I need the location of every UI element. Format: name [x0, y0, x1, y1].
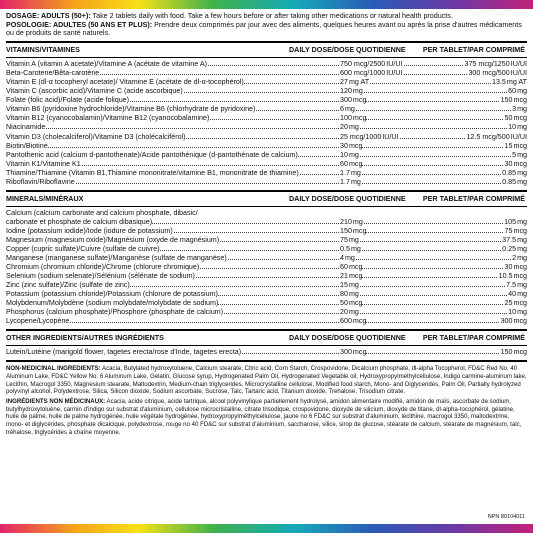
ingredient-name: Vitamin E (dl-α tocopheryl acetate)/ Vitamine E (acétate de dl-α-tocophérol)	[6, 78, 244, 87]
daily-dose: 1.7mg	[340, 168, 361, 177]
daily-dose: 25 mcg/1000IU/UI	[340, 132, 399, 141]
daily-dose: 75mg	[340, 235, 359, 244]
per-tablet-heading: PER TABLET/PAR COMPRIMÉ	[422, 194, 525, 203]
ingredient-name: Iodine (potassium iodide)/Iode (iodure de potassium)	[6, 226, 173, 235]
daily-dose: 150mcg	[340, 226, 367, 235]
non-medicinal-fr: INGRÉDIENTS NON MÉDICINAUX: Acacia, acide citrique, acide tartrique, alcool polyvinylique partiellement hydrolysé, amidon alimentaire modifié, amidon de maïs, ascorbate de sodium, butylhydroxytoluène, carmin d'indigo sur substrat d'aluminium, cellulose microcristalline, citrate trisodique, crospovidone, dioxyde de silicium, dioxyde de titane, dl-alpha-tocophérol, gélatine, huile de palme, huile de palme hydrogénée, huile végétale hydrogénée, hydroxypropylméthylcellulose, jaune no 6 FD&C sur substrat d'aluminium, lécithine, macrogol 3350, maltodextrine, mono- et diglycérides, phosphate dicalcique, polydextrose, rouge no 40 FD&C sur substrat d'aluminium, saccharose, silice, sirop de glucose, stéarate de calcium, stéarate de magnésium, talc, tréhalose, triglycérides à chaîne moyenne.	[6, 398, 522, 436]
minerals-table	[6, 209, 527, 327]
ingredient-name: Pantothenic acid (calcium d-pantothenate)/Acide pantothénique (d-pantothénate de calcium)	[6, 150, 298, 159]
ingredient-name: Magnesium (magnesium oxide)/Magnésium (oxyde de magnésium)	[6, 235, 220, 244]
vitamins-header	[6, 46, 527, 55]
other-ingredients-header	[6, 334, 527, 343]
table-row	[6, 281, 527, 290]
table-row	[6, 60, 527, 69]
per-tablet: 10mg	[508, 308, 527, 317]
per-tablet: 25mcg	[504, 299, 527, 308]
daily-dose: 6mg	[340, 105, 355, 114]
ingredient-name: Folate (folic acid)/Folate (acide folique)	[6, 96, 130, 105]
table-row	[6, 317, 527, 326]
daily-dose: 600 mcg/1000IU/UI	[340, 69, 403, 78]
per-tablet: 30mcg	[504, 159, 527, 168]
vitamins-heading: VITAMINS/VITAMINES	[6, 46, 80, 55]
ingredient-name: Vitamin C (ascorbic acid)/Vitamine C (acide ascorbique)	[6, 87, 183, 96]
dosage-en: DOSAGE: ADULTS (50+): Take 2 tablets daily with food. Take a few hours before or after taking other medications or natural health products.	[6, 12, 453, 20]
other-heading: OTHER INGREDIENTS/AUTRES INGRÉDIENTS	[6, 334, 164, 343]
daily-dose: 100mcg	[340, 114, 367, 123]
ingredient-name: Zinc (zinc sulfate)/Zinc (sulfate de zinc)	[6, 281, 130, 290]
per-tablet-heading: PER TABLET/PAR COMPRIMÉ	[422, 46, 525, 55]
table-row	[6, 78, 527, 87]
table-row	[6, 133, 527, 142]
per-tablet: 0.85mg	[502, 168, 527, 177]
table-row	[6, 227, 527, 236]
per-tablet: 150mcg	[500, 96, 527, 105]
table-row	[6, 272, 527, 281]
daily-dose: 750 mcg/2500IU/UI	[340, 60, 403, 69]
ingredient-name: Vitamin B6 (pyridoxine hydrochloride)/Vitamine B6 (chlorhydrate de pyridoxine)	[6, 105, 256, 114]
daily-dose: 30mcg	[340, 141, 363, 150]
daily-dose-heading: DAILY DOSE/DOSE QUOTIDIENNE	[289, 334, 406, 343]
divider	[6, 206, 527, 207]
per-tablet: 30mcg	[504, 263, 527, 271]
table-row	[6, 160, 527, 169]
per-tablet: 40mg	[508, 290, 527, 299]
per-tablet-heading: PER TABLET/PAR COMPRIMÉ	[422, 334, 525, 343]
table-row	[6, 245, 527, 254]
divider	[6, 345, 527, 346]
daily-dose: 50mcg	[340, 299, 363, 308]
ingredient-name: Vitamin D3 (cholecalciferol)/Vitamine D3 (cholécalciférol)	[6, 132, 186, 141]
divider	[6, 190, 527, 192]
ingredient-name: Molybdenum/Molybdène (sodium molybdate/molybdate de sodium)	[6, 299, 219, 308]
other-ingredients-table	[6, 348, 527, 357]
daily-dose: 120mg	[340, 87, 363, 96]
table-row	[6, 105, 527, 114]
divider	[6, 41, 527, 43]
table-row	[6, 263, 527, 272]
daily-dose: 21mcg	[340, 272, 363, 281]
ingredient-name: Vitamin A (vitamin A acetate)/Vitamine A (acétate de vitamine A)	[6, 60, 207, 69]
table-row	[6, 123, 527, 132]
table-row	[6, 299, 527, 308]
per-tablet: 50mcg	[504, 114, 527, 123]
leader-dots	[6, 147, 527, 148]
non-medicinal-en: NON-MEDICINAL INGREDIENTS: Acacia, Butylated hydroxytoluene, Calcium stearate, Citric acid, Corn Starch, Crospovidone, Dicalcium phosphate, dl-alpha Tocopherol, FD&C Red No. 40 Aluminum Lake, FD&C Yellow No. 6 Aluminum Lake, Gelatin, Glucose syrup, Hydrogenated Palm Oil, Hydrogenated Vegetable oil, Hydroxypropylmethylcellulose, Indigo carmine-aluminum lake, Lecithin, Macrogol 3350, Magnesium stearate, Maltodextrin, Medium-chain triglycerides, Microcrystalline cellulose, Modified food starch, Mono- and Diglycerides, Palm Oil, Partially hydrolyzed polyvinyl alcohol, Polydextrose, Silica, Silicon dioxide, Sodium ascorbate, Sucrose, Talc, Tartaric acid, Titanium dioxide, Trehalose, Trisodium citrate.	[6, 365, 527, 396]
table-row	[6, 308, 527, 317]
ingredient-name: Beta-Carotene/Bêta-carotène	[6, 69, 100, 78]
daily-dose: 1.7mg	[340, 177, 361, 186]
per-tablet: 7.5mg	[506, 281, 527, 290]
supplement-facts-panel	[6, 10, 527, 523]
table-row	[6, 236, 527, 245]
per-tablet: 375 mcg/1250IU/UI	[464, 60, 527, 69]
per-tablet: 3mg	[512, 105, 527, 114]
per-tablet: 150mcg	[500, 348, 527, 357]
ingredient-name: carbonate et phosphate de calcium dibasique)	[6, 217, 153, 226]
per-tablet: 300mcg	[500, 317, 527, 326]
table-row	[6, 151, 527, 160]
per-tablet: 2mg	[512, 253, 527, 262]
table-row	[6, 114, 527, 123]
table-row	[6, 348, 527, 357]
daily-dose: 4mg	[340, 253, 355, 262]
per-tablet: 0.25mg	[502, 244, 527, 253]
daily-dose: 300mcg	[340, 348, 367, 357]
ingredient-name: Phosphorus (calcium phosphate)/Phosphore (phosphate de calcium)	[6, 308, 224, 317]
daily-dose: 20mg	[340, 308, 359, 317]
daily-dose: 300mcg	[340, 96, 367, 105]
per-tablet: 75mcg	[504, 226, 527, 235]
table-row	[6, 178, 527, 187]
ingredient-name: Copper (cupric sulfate)/Cuivre (sulfate de cuivre)	[6, 244, 160, 253]
ingredient-name: Lutein/Lutéine (marigold flower, tagetes erecta/rose d'Inde, tagetes erecta)	[6, 348, 242, 357]
daily-dose: 20mg	[340, 123, 359, 132]
daily-dose: 60mcg	[340, 159, 363, 168]
per-tablet: 5mg	[512, 150, 527, 159]
dosage-instructions	[6, 12, 527, 38]
per-tablet: 12.5 mcg/500IU/UI	[466, 132, 527, 141]
daily-dose-heading: DAILY DOSE/DOSE QUOTIDIENNE	[289, 46, 406, 55]
ingredient-name: Potassium (potassium chloride)/Potassium (chlorure de potassium)	[6, 290, 218, 299]
ingredient-name: Vitamin B12 (cyanocobalamin)/Vitamine B12 (cyanocobalamine)	[6, 114, 210, 123]
table-row	[6, 87, 527, 96]
npn-number: NPN 80104011	[487, 514, 525, 521]
minerals-heading: MINERALS/MINÉRAUX	[6, 194, 84, 203]
table-row	[6, 290, 527, 299]
table-row	[6, 209, 527, 227]
table-row	[6, 254, 527, 263]
ingredient-name: Lycopene/Lycopène	[6, 317, 70, 326]
per-tablet: 10mg	[508, 123, 527, 132]
ingredient-name: Chromium (chromium chloride)/Chrome (chlorure chromique)	[6, 263, 200, 271]
per-tablet: 10.5mcg	[498, 272, 527, 281]
daily-dose: 80mg	[340, 290, 359, 299]
rainbow-bottom-border	[0, 524, 533, 533]
ingredient-name: Calcium (calcium carbonate and calcium phosphate, dibasic/	[6, 209, 366, 218]
dosage-fr: POSOLOGIE: ADULTES (50 ANS ET PLUS): Prendre deux comprimés par jour avec des aliments, quelques heures avant ou après la prise d'autres médicaments ou de produits de santé naturels.	[6, 20, 522, 38]
per-tablet: 300 mcg/500IU/UI	[468, 69, 527, 78]
daily-dose: 27mg AT	[340, 78, 370, 87]
ingredient-name: Manganese (manganese sulfate)/Manganèse (sulfate de manganèse)	[6, 253, 227, 262]
divider	[6, 57, 527, 58]
daily-dose-heading: DAILY DOSE/DOSE QUOTIDIENNE	[289, 194, 406, 203]
leader-dots	[6, 128, 527, 129]
leader-dots	[6, 165, 527, 166]
daily-dose: 0.5mg	[340, 244, 361, 253]
per-tablet: 37.5mg	[502, 235, 527, 244]
ingredient-name: Riboflavin/Riboflavine	[6, 177, 75, 186]
daily-dose: 60mcg	[340, 263, 363, 271]
ingredient-name: Selenium (sodium selenate)/Sélénium (sélénate de sodium)	[6, 272, 195, 281]
table-row	[6, 142, 527, 151]
table-row	[6, 169, 527, 178]
per-tablet: 13.5mg AT	[491, 78, 527, 87]
table-row	[6, 69, 527, 78]
daily-dose: 15mg	[340, 281, 359, 290]
per-tablet: 15mcg	[504, 141, 527, 150]
rainbow-top-border	[0, 0, 533, 9]
divider	[6, 360, 527, 362]
non-medicinal-ingredients	[6, 365, 527, 436]
per-tablet: 0.85mg	[502, 177, 527, 186]
divider	[6, 329, 527, 331]
daily-dose: 210mg	[340, 217, 363, 226]
daily-dose: 600mcg	[340, 317, 367, 326]
leader-dots	[6, 183, 527, 184]
vitamins-table	[6, 60, 527, 187]
ingredient-name: Biotin/Biotine	[6, 141, 48, 150]
per-tablet: 60mg	[508, 87, 527, 96]
ingredient-name: Thiamine/Thiamine (Vitamin B1,Thiamine mononitrate/vitamine B1, mononitrate de thiamine)	[6, 168, 299, 177]
leader-dots	[6, 322, 527, 323]
ingredient-name: Vitamin K1/Vitamine K1	[6, 159, 81, 168]
daily-dose: 10mg	[340, 150, 359, 159]
per-tablet: 105mg	[504, 217, 527, 226]
minerals-header	[6, 195, 527, 204]
table-row	[6, 96, 527, 105]
ingredient-name: Niacinamide	[6, 123, 46, 132]
